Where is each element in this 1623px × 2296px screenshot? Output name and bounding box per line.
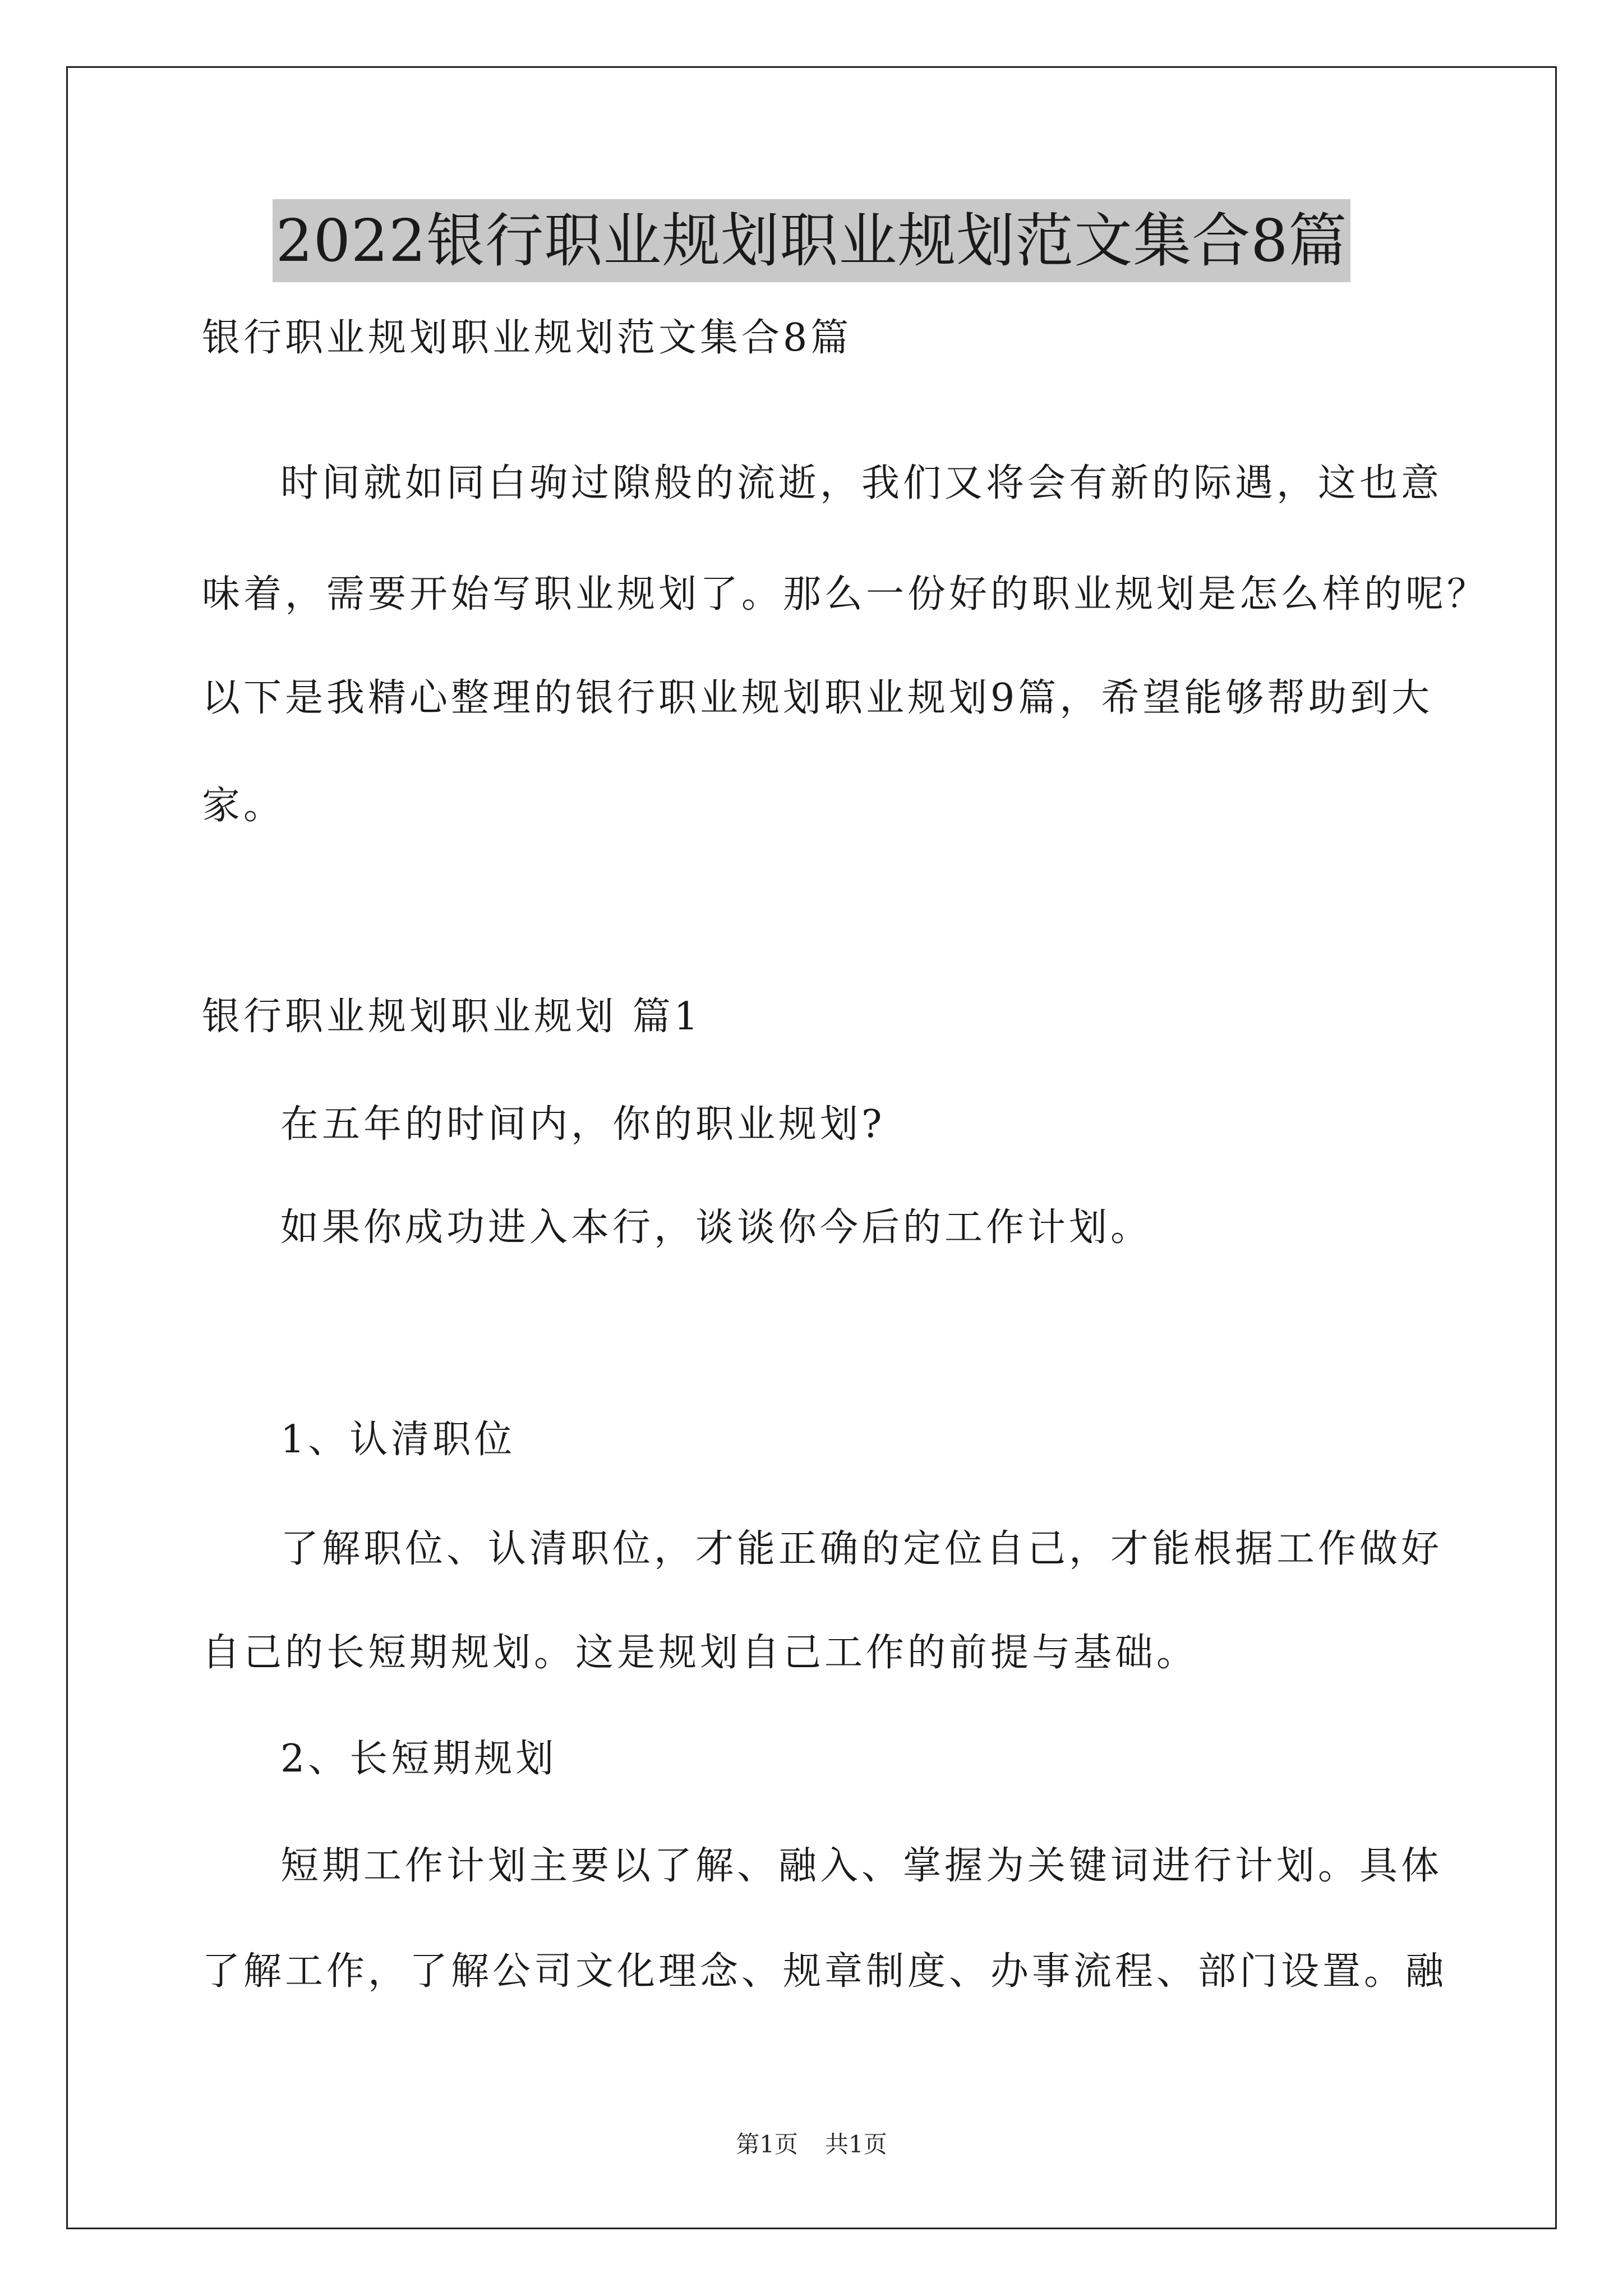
body-line: 自己的长短期规划。这是规划自己工作的前提与基础。 xyxy=(202,1631,1198,1675)
title-wrap xyxy=(0,199,1623,282)
page-footer xyxy=(0,2129,1623,2160)
section-heading: 银行职业规划职业规划 篇1 xyxy=(202,995,702,1039)
list-heading: 2、长短期规划 xyxy=(280,1737,557,1781)
body-line: 味着，需要开始写职业规划了。那么一份好的职业规划是怎么样的呢？ xyxy=(202,572,1489,616)
body-line: 家。 xyxy=(202,784,285,828)
body-line: 了解职位、认清职位，才能正确的定位自己，才能根据工作做好 xyxy=(280,1527,1443,1571)
body-line: 时间就如同白驹过隙般的流逝，我们又将会有新的际遇，这也意 xyxy=(280,461,1443,505)
subtitle-line: 银行职业规划职业规划范文集合8篇 xyxy=(202,316,852,360)
page-number: 第1页 xyxy=(736,2131,798,2158)
body-line: 以下是我精心整理的银行职业规划职业规划9篇，希望能够帮助到大 xyxy=(202,676,1433,720)
body-line: 了解工作，了解公司文化理念、规章制度、办事流程、部门设置。融 xyxy=(202,1949,1447,1994)
body-line: 短期工作计划主要以了解、融入、掌握为关键词进行计划。具体 xyxy=(280,1844,1443,1888)
body-line: 在五年的时间内，你的职业规划? xyxy=(280,1102,886,1147)
body-line: 如果你成功进入本行，谈谈你今后的工作计划。 xyxy=(280,1205,1152,1250)
list-heading: 1、认清职位 xyxy=(280,1418,516,1462)
document-title: 2022银行职业规划职业规划范文集合8篇 xyxy=(273,199,1351,282)
page-total: 共1页 xyxy=(825,2131,887,2158)
